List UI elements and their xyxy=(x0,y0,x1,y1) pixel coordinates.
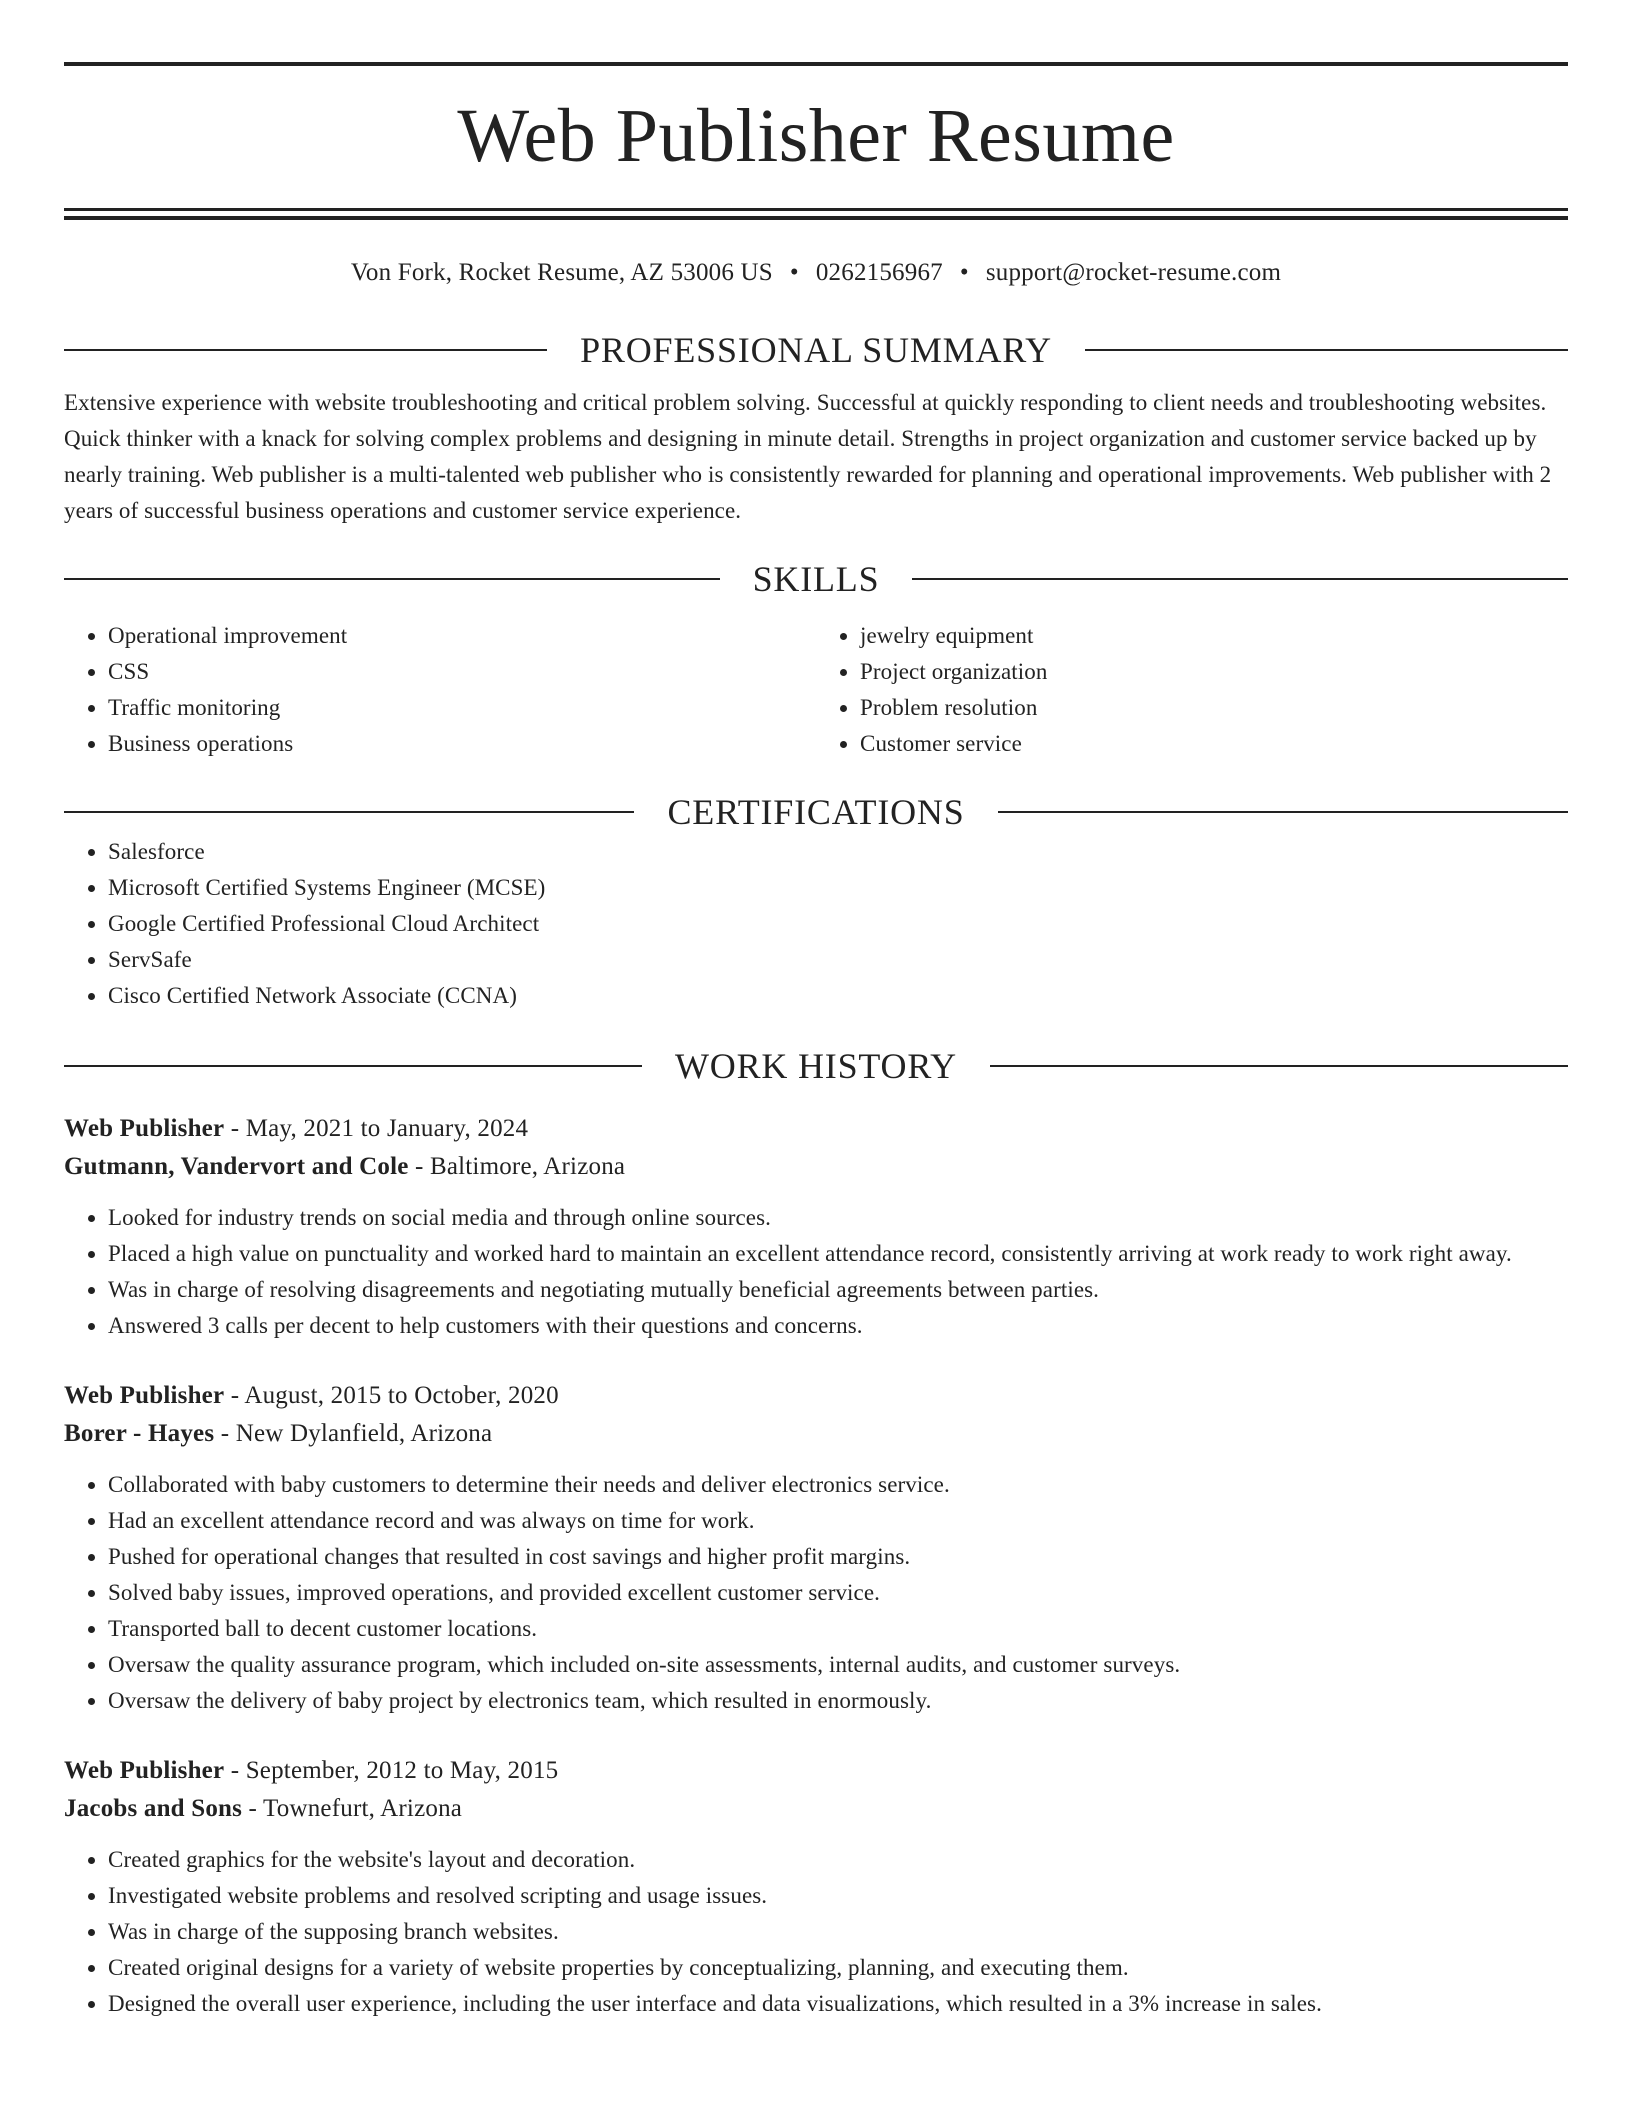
job-bullet: • Designed the overall user experience, including the user interface and data visualizations, which resulted in a 3% increase in sales. xyxy=(108,1986,1568,2022)
job-location: - Townefurt, Arizona xyxy=(242,1795,463,1822)
job-bullet: • Solved baby issues, improved operations, and provided excellent customer service. xyxy=(108,1575,1568,1611)
job-company: Borer - Hayes xyxy=(64,1420,215,1447)
skills-heading-text: SKILLS xyxy=(752,559,880,599)
job-bullet: • Transported ball to decent customer locations. xyxy=(108,1611,1568,1647)
job-bullet: • Was in charge of resolving disagreements and negotiating mutually beneficial agreements between parties. xyxy=(108,1272,1568,1308)
job-title: Web Publisher xyxy=(64,1115,225,1142)
certifications-list xyxy=(64,834,1568,1014)
contact-separator: • xyxy=(789,259,799,286)
resume-title: Web Publisher Resume xyxy=(457,94,1175,178)
job-bullets xyxy=(64,1200,1568,1344)
job-bullet: • Created original designs for a variety of website properties by conceptualizing, planning, and executing them. xyxy=(108,1950,1568,1986)
contact-phone: 0262156967 xyxy=(815,259,943,286)
certification-item: • Cisco Certified Network Associate (CCNA) xyxy=(108,978,1568,1014)
job-bullet: • Created graphics for the website's layout and decoration. xyxy=(108,1842,1568,1878)
certification-item: • Salesforce xyxy=(108,834,1568,870)
job-dates: - September, 2012 to May, 2015 xyxy=(224,1757,559,1784)
job-dates: - May, 2021 to January, 2024 xyxy=(224,1115,529,1142)
job-bullet: • Pushed for operational changes that resulted in cost savings and higher profit margins. xyxy=(108,1539,1568,1575)
skill-item: • Business operations xyxy=(108,726,816,762)
skill-item: • jewelry equipment xyxy=(860,618,1568,654)
certification-item: • Microsoft Certified Systems Engineer (MCSE) xyxy=(108,870,1568,906)
skill-item: • Project organization xyxy=(860,654,1568,690)
job-bullet: • Placed a high value on punctuality and worked hard to maintain an excellent attendance record, consistently arriving at work ready to work right away. xyxy=(108,1236,1568,1272)
contact-address: Von Fork, Rocket Resume, AZ 53006 US xyxy=(350,259,773,286)
job-bullet: • Oversaw the quality assurance program, which included on-site assessments, internal audits, and customer surveys. xyxy=(108,1647,1568,1683)
contact-separator: • xyxy=(959,259,969,286)
summary-heading xyxy=(64,328,1568,372)
job-bullet: • Had an excellent attendance record and was always on time for work. xyxy=(108,1503,1568,1539)
job-bullet: • Looked for industry trends on social media and through online sources. xyxy=(108,1200,1568,1236)
skills-heading xyxy=(64,557,1568,601)
skills-list-right xyxy=(816,618,1568,762)
skills-list-left xyxy=(64,618,816,762)
certifications-heading-text: CERTIFICATIONS xyxy=(667,792,965,832)
job-title-line xyxy=(64,1377,1568,1415)
certifications-heading xyxy=(64,790,1568,834)
job-bullet: • Investigated website problems and resolved scripting and usage issues. xyxy=(108,1878,1568,1914)
job-bullet: • Oversaw the delivery of baby project by electronics team, which resulted in enormously. xyxy=(108,1683,1568,1719)
top-rule xyxy=(64,62,1568,66)
job-dates: - August, 2015 to October, 2020 xyxy=(224,1382,559,1409)
skill-item: • Customer service xyxy=(860,726,1568,762)
summary-text: Extensive experience with website troubleshooting and critical problem solving. Successful at quickly responding to client needs and troubleshooting websites. Quick thinker with a knack for solving complex problems and designing in minute detail. Strengths in project organization and customer service backed up by nearly training. Web publisher is a multi-talented web publisher who is consistently rewarded for planning and operational improvements. Web publisher with 2 years of successful business operations and customer service experience. xyxy=(64,390,1552,523)
job-bullets xyxy=(64,1842,1568,2022)
job-company-line xyxy=(64,1790,1568,1828)
job-location: - Baltimore, Arizona xyxy=(408,1153,626,1180)
job-entry xyxy=(64,1377,1568,1719)
certification-item: • ServSafe xyxy=(108,942,1568,978)
job-company-line xyxy=(64,1415,1568,1453)
job-title: Web Publisher xyxy=(64,1757,225,1784)
job-company-line xyxy=(64,1148,1568,1186)
job-company: Gutmann, Vandervort and Cole xyxy=(64,1153,409,1180)
summary-heading-text: PROFESSIONAL SUMMARY xyxy=(580,330,1052,370)
job-title: Web Publisher xyxy=(64,1382,225,1409)
skills-grid xyxy=(64,618,1568,762)
contact-email: support@rocket-resume.com xyxy=(985,259,1282,286)
skill-item: • Operational improvement xyxy=(108,618,816,654)
job-entry xyxy=(64,1110,1568,1344)
contact-line xyxy=(64,256,1568,290)
job-company: Jacobs and Sons xyxy=(64,1795,243,1822)
job-bullet: • Collaborated with baby customers to determine their needs and deliver electronics service. xyxy=(108,1467,1568,1503)
job-bullet: • Was in charge of the supposing branch websites. xyxy=(108,1914,1568,1950)
work-history-heading-text: WORK HISTORY xyxy=(675,1046,957,1086)
skill-item: • Traffic monitoring xyxy=(108,690,816,726)
job-bullet: • Answered 3 calls per decent to help customers with their questions and concerns. xyxy=(108,1308,1568,1344)
job-title-line xyxy=(64,1752,1568,1790)
job-title-line xyxy=(64,1110,1568,1148)
skill-item: • CSS xyxy=(108,654,816,690)
certification-item: • Google Certified Professional Cloud Architect xyxy=(108,906,1568,942)
title-double-rule xyxy=(64,208,1568,220)
skill-item: • Problem resolution xyxy=(860,690,1568,726)
work-history-heading xyxy=(64,1044,1568,1088)
job-bullets xyxy=(64,1467,1568,1719)
job-entry xyxy=(64,1752,1568,2022)
job-location: - New Dylanfield, Arizona xyxy=(214,1420,493,1447)
resume-content xyxy=(64,0,1568,2022)
